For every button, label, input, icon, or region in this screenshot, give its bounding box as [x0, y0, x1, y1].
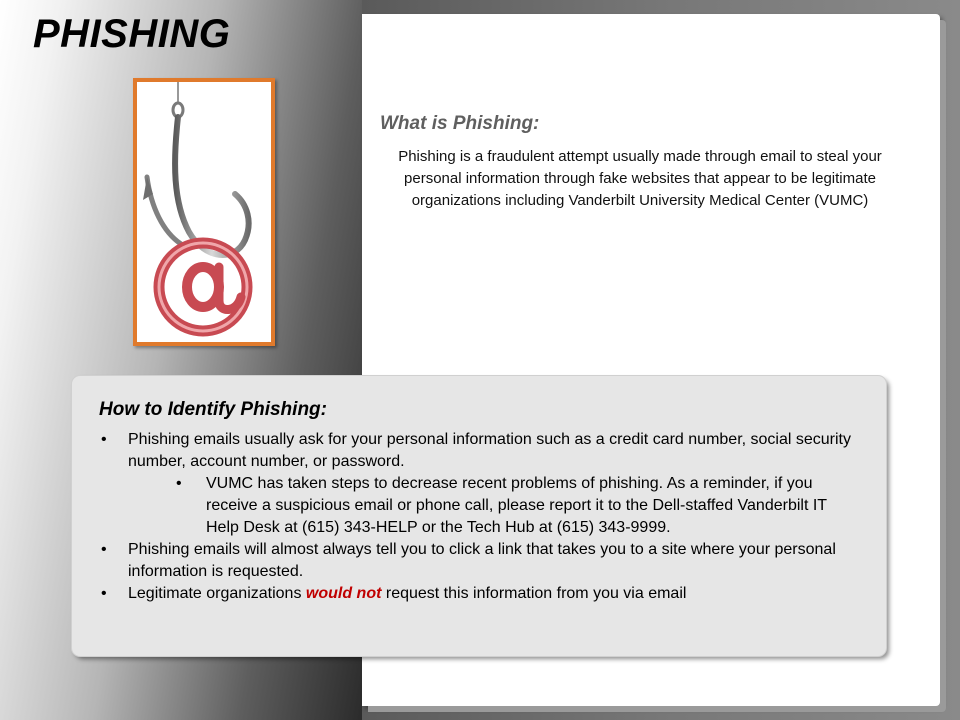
bullet-text-pre: Legitimate organizations	[128, 585, 306, 602]
phishing-image-frame	[133, 78, 275, 346]
identify-heading: How to Identify Phishing:	[99, 399, 327, 420]
bullet-text: Phishing emails usually ask for your personal information such as a credit card number, social security number, account number, or password.	[128, 431, 851, 470]
bullet-text: VUMC has taken steps to decrease recent problems of phishing. As a reminder, if you receive a suspicious email or phone call, please report it to the Dell-staffed Vanderbilt IT Help Desk at (615) 343-HELP or the Tech Hub at (615) 343-9999.	[206, 475, 827, 536]
bullet-marker: •	[101, 541, 107, 558]
emphasis-would-not: would not	[305, 585, 382, 602]
slide-title: PHISHING	[33, 12, 231, 56]
bullet-marker: •	[176, 475, 182, 492]
what-is-phishing-body: Phishing is a fraudulent attempt usually made through email to steal your personal information through fake websites that appear to be legitimate organizations including Vanderbilt University Medical Center (VUMC)	[398, 148, 882, 209]
what-is-phishing-heading: What is Phishing:	[380, 113, 540, 134]
fishhook-at-sign-icon	[137, 82, 271, 342]
identify-phishing-box	[72, 376, 886, 656]
bullet-text: Phishing emails will almost always tell you to click a link that takes you to a site where your personal information is requested.	[128, 541, 836, 580]
sub-bullet-item	[72, 473, 856, 539]
bullet-item	[72, 429, 872, 473]
bullet-item	[72, 539, 872, 583]
bullet-marker: •	[101, 585, 107, 602]
identify-bullet-list	[72, 429, 872, 605]
bullet-marker: •	[101, 431, 107, 448]
bullet-text-post: request this information from you via email	[381, 585, 687, 602]
bullet-item	[72, 583, 872, 605]
